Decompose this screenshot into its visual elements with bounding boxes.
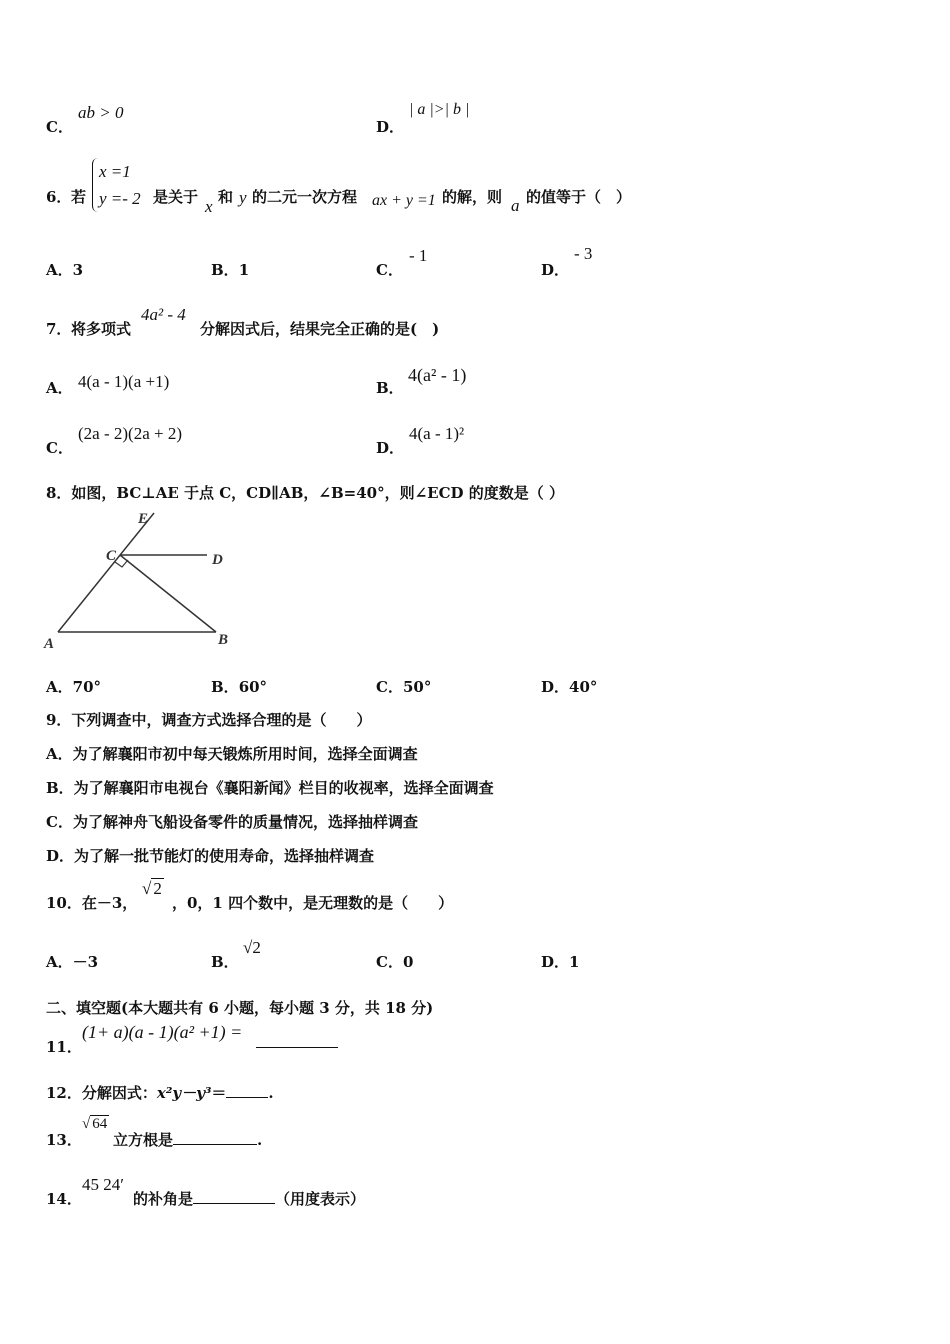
label-e: E <box>138 511 149 527</box>
q10-stem-before: 10．在－3， <box>46 894 138 912</box>
option-label: D． <box>541 678 570 696</box>
line-ae <box>58 513 154 632</box>
section2-title: 二、填空题(本大题共有 6 小题，每小题 3 分，共 18 分) <box>46 999 434 1017</box>
label-c: C <box>106 548 117 564</box>
q5-option-c-label: C． <box>46 118 73 136</box>
q10-stem-after: ，0，1 四个数中，是无理数的是（ ） <box>172 894 454 912</box>
q7-text-before: 将多项式 <box>71 320 132 338</box>
q6-option-b <box>211 259 249 280</box>
q11-answer-blank[interactable] <box>256 1032 338 1048</box>
q9-option-b: B．为了解襄阳市电视台《襄阳新闻》栏目的收视率，选择全面调查 <box>46 779 494 797</box>
q6-option-d-value: - 3 <box>574 244 593 263</box>
q12-equals: ＝ <box>211 1084 227 1102</box>
q6-option-c-value: - 1 <box>409 246 428 265</box>
q13-answer-line <box>113 1129 262 1150</box>
q6-option-a <box>46 259 83 280</box>
q12-text-before: 12．分解因式： <box>46 1084 157 1102</box>
q10-option-b-label: B． <box>211 953 239 971</box>
q6-text4: 的值等于（ ） <box>526 188 632 206</box>
line-cb <box>120 555 216 632</box>
label-b: B <box>218 632 229 648</box>
q13-period: . <box>257 1131 263 1149</box>
radical-sign: √ <box>82 1116 91 1132</box>
q7-option-c-label: C． <box>46 439 73 457</box>
q6-text2: 的二元一次方程 <box>252 188 358 206</box>
option-label: B． <box>211 678 239 696</box>
q6-var-a: a <box>511 196 520 215</box>
q8-option-b <box>211 676 267 697</box>
q13-sqrt <box>82 1116 109 1133</box>
q13-answer-blank[interactable] <box>173 1129 257 1145</box>
q11-number: 11． <box>46 1038 82 1056</box>
q6-system-row2: y =- 2 <box>99 189 141 208</box>
q10-option-a <box>46 951 98 972</box>
q6-text3: 的解，则 <box>442 188 503 206</box>
q10-option-b-value: √2 <box>243 938 261 957</box>
q7-number: 7． <box>46 320 72 338</box>
q6-number: 6． <box>46 188 72 206</box>
q12-answer-blank[interactable] <box>226 1082 268 1098</box>
q6-var-x: x <box>205 197 213 216</box>
q9-stem: 9．下列调查中，调查方式选择合理的是（ ） <box>46 711 372 729</box>
q10-option-c <box>376 951 413 972</box>
right-angle-mark <box>115 560 128 567</box>
option-label: C． <box>376 678 403 696</box>
option-label: C． <box>376 953 403 971</box>
option-value: 60° <box>238 678 268 696</box>
q8-option-c <box>376 676 431 697</box>
q7-option-d-expr: 4(a - 1)² <box>409 424 465 443</box>
q6-equation-system <box>92 158 141 212</box>
q6-system-row1: x =1 <box>99 162 131 181</box>
option-value: 40° <box>569 678 598 696</box>
q14-answer-blank[interactable] <box>193 1188 275 1204</box>
option-label: A． <box>46 261 73 279</box>
q14-tail: （用度表示） <box>275 1190 366 1208</box>
radical-sign: √ <box>142 879 152 898</box>
q9-option-d: D．为了解一批节能灯的使用寿命，选择抽样调查 <box>46 847 375 865</box>
q10-sqrt <box>142 879 164 899</box>
option-value: －3 <box>72 953 99 971</box>
q12-expr: x²y－y³ <box>156 1084 212 1102</box>
q7-text-after: 分解因式后，结果完全正确的是( ) <box>200 320 440 338</box>
q14-angle: 45 24′ <box>82 1175 124 1194</box>
q10-option-d <box>541 951 579 972</box>
q7-option-a-expr: 4(a - 1)(a +1) <box>78 372 170 391</box>
q5-option-c-expr: ab > 0 <box>78 103 124 122</box>
option-value: 70° <box>72 678 102 696</box>
q7-option-b-label: B． <box>376 379 404 397</box>
q12-line <box>46 1082 274 1103</box>
option-label: A． <box>46 953 73 971</box>
option-value: 3 <box>72 261 84 279</box>
q13-text-after: 立方根是 <box>113 1131 174 1149</box>
q7-polynomial: 4a² - 4 <box>141 305 186 324</box>
radicand: 64 <box>92 1116 108 1132</box>
q7-option-b-expr: 4(a² - 1) <box>408 365 467 385</box>
q6-equation: ax + y =1 <box>372 192 436 209</box>
q11-expr: (1+ a)(a - 1)(a² +1) = <box>82 1022 243 1042</box>
q7-option-d-label: D． <box>376 439 405 457</box>
option-label: A． <box>46 678 73 696</box>
q6-var-y: y <box>239 188 247 207</box>
option-label: D． <box>541 953 570 971</box>
q7-option-a-label: A． <box>46 379 73 397</box>
q13-number: 13． <box>46 1131 82 1149</box>
q12-period: . <box>268 1084 274 1102</box>
q8-option-a <box>46 676 101 697</box>
q6-option-d-label: D． <box>541 261 570 279</box>
q6-word-ruo: 若 <box>71 188 87 206</box>
label-d: D <box>212 552 223 568</box>
q6-option-c-label: C． <box>376 261 403 279</box>
q8-option-d <box>541 676 597 697</box>
label-a: A <box>44 636 55 652</box>
q9-option-a: A．为了解襄阳市初中每天锻炼所用时间，选择全面调查 <box>46 745 418 763</box>
q8-stem: 8．如图，BC⊥AE 于点 C，CD∥AB，∠B=40°，则∠ECD 的度数是（ ） <box>46 484 564 502</box>
option-value: 0 <box>402 953 414 971</box>
q5-option-d-expr: | a |>| b | <box>409 101 470 118</box>
q8-geometry-figure <box>40 505 250 655</box>
option-label: B． <box>211 261 239 279</box>
q9-option-c: C．为了解神舟飞船设备零件的质量情况，选择抽样调查 <box>46 813 418 831</box>
q6-word-he: 和 <box>218 188 234 206</box>
option-value: 1 <box>238 261 250 279</box>
q7-option-c-expr: (2a - 2)(2a + 2) <box>78 424 182 443</box>
q14-answer-line <box>133 1188 365 1209</box>
q14-text-after: 的补角是 <box>133 1190 194 1208</box>
option-value: 1 <box>569 953 580 971</box>
radicand: 2 <box>153 879 162 898</box>
q14-number: 14． <box>46 1190 82 1208</box>
option-value: 50° <box>402 678 432 696</box>
q6-text1: 是关于 <box>153 188 199 206</box>
q5-option-d-label: D． <box>376 118 405 136</box>
